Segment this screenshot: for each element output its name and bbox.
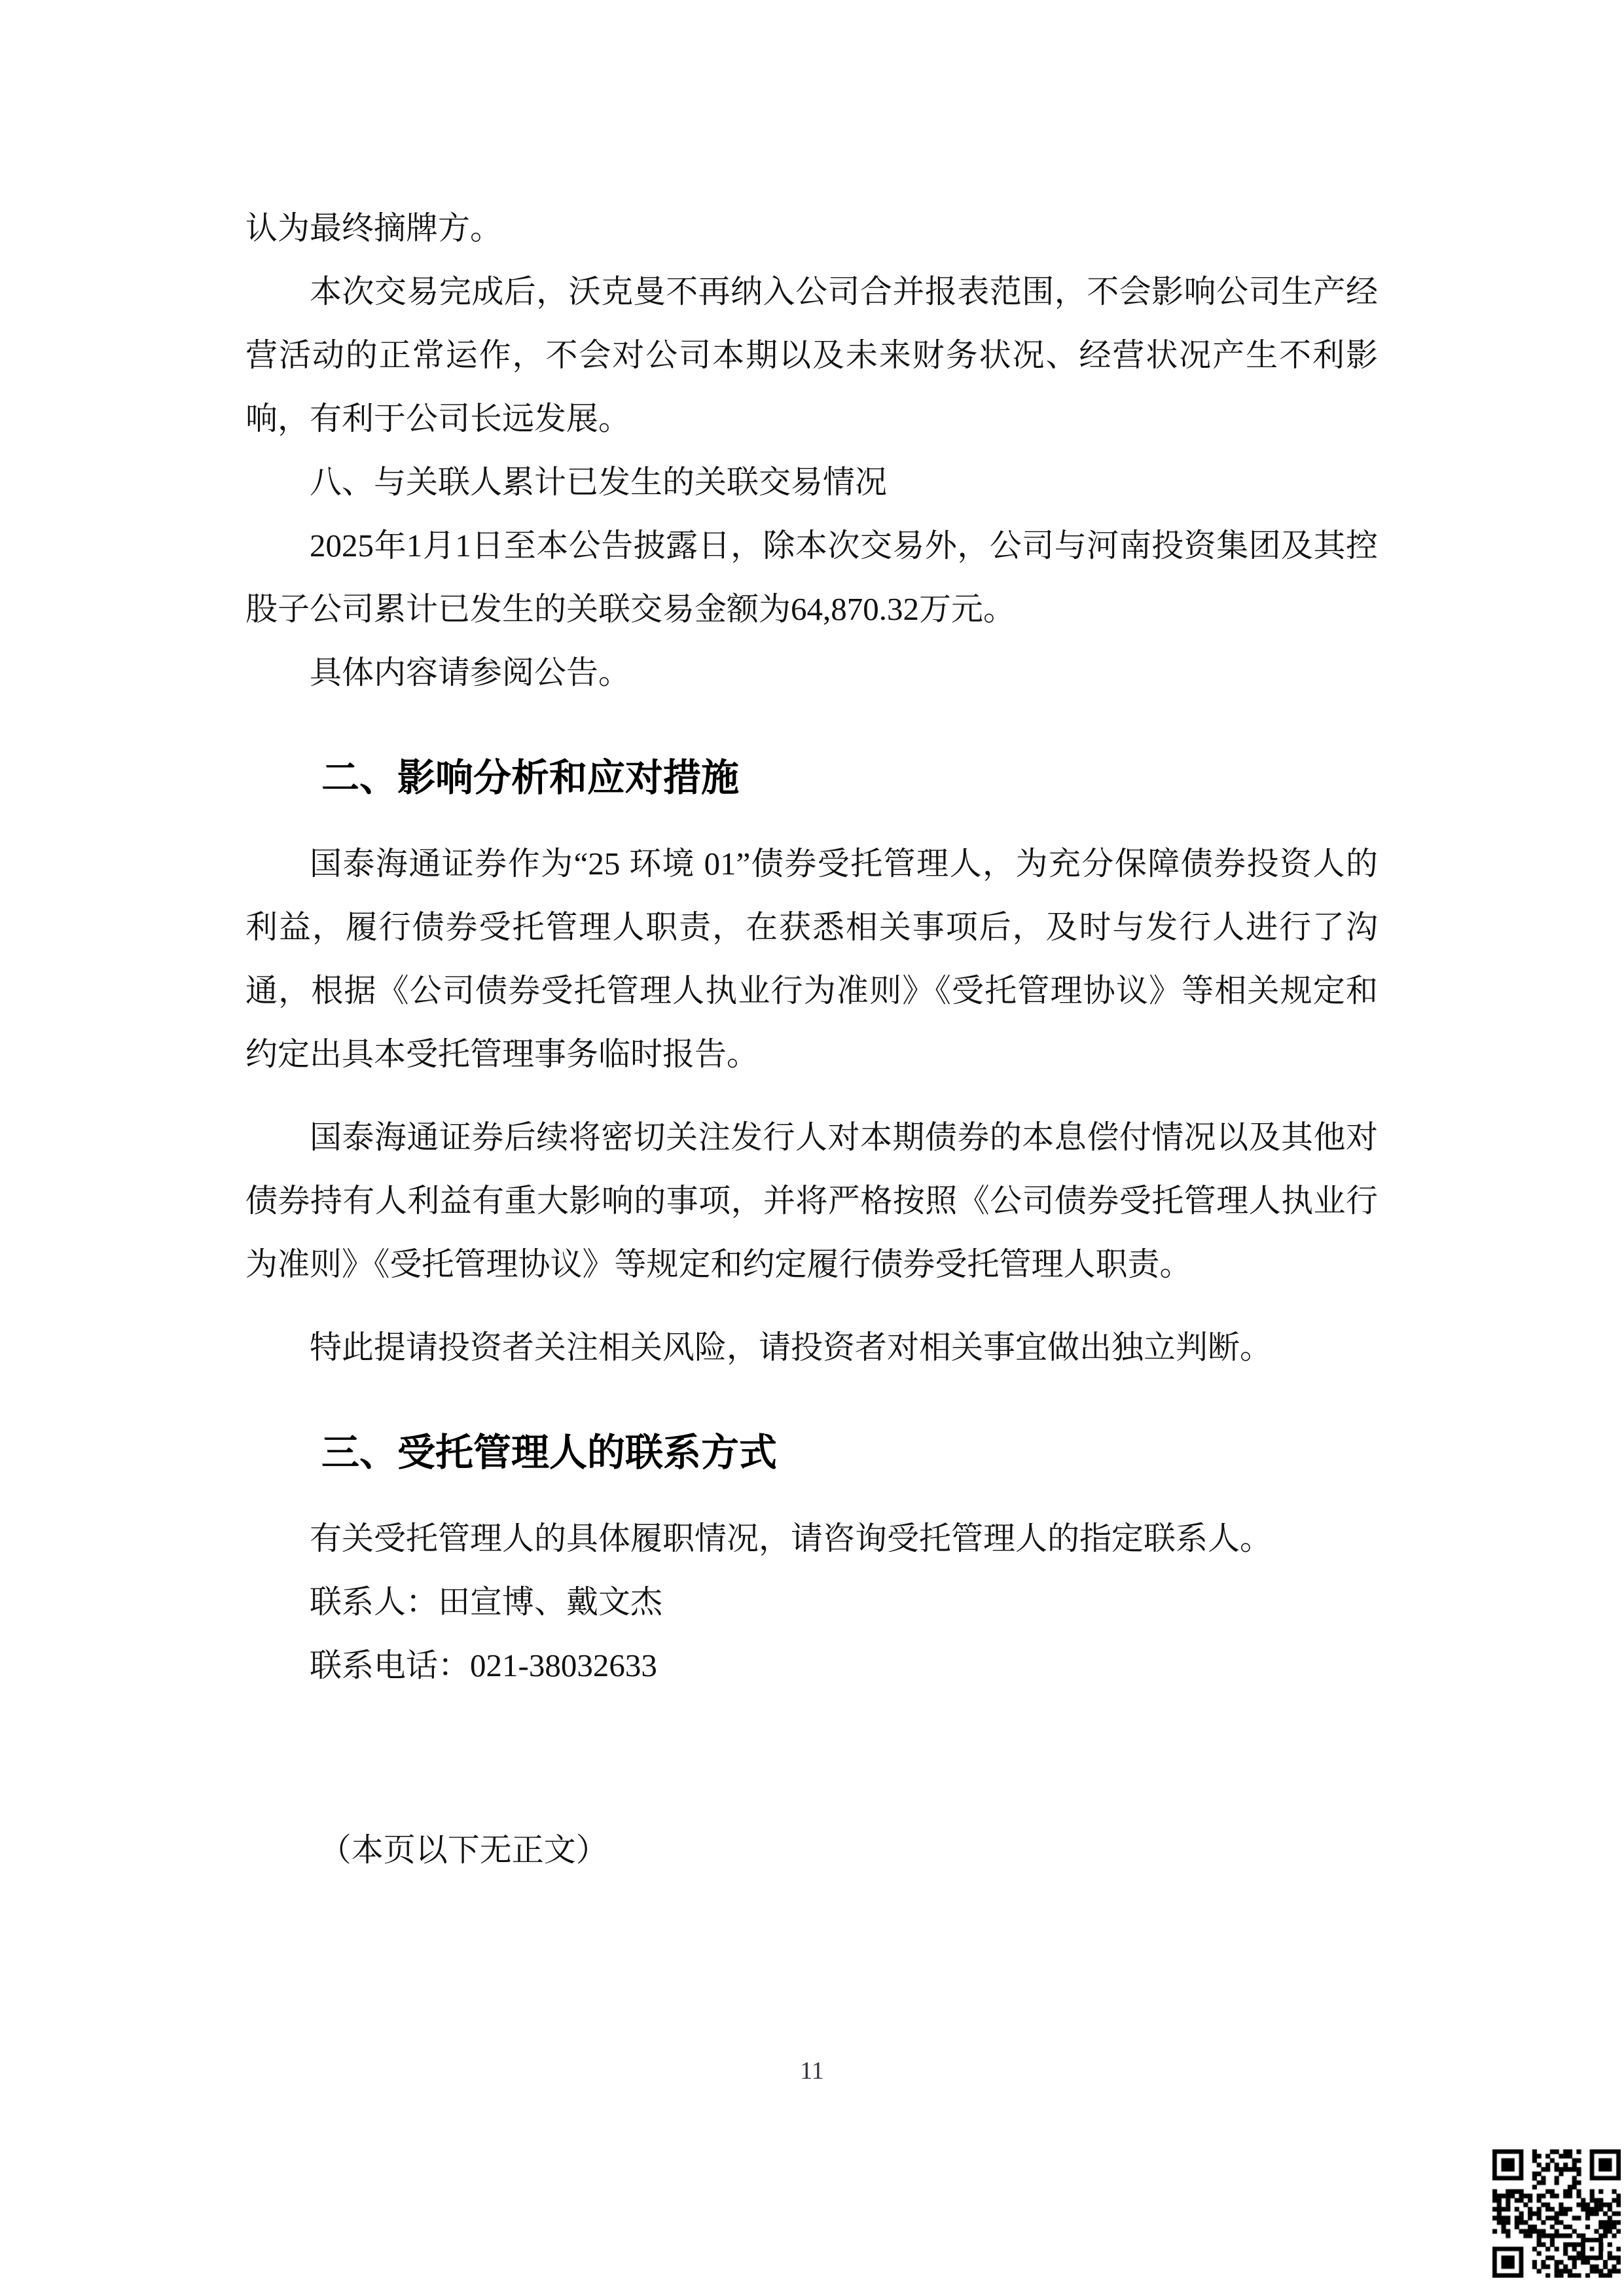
contact-phone-line: 联系电话：021-38032633 [310,1647,657,1683]
page-number: 11 [800,2057,824,2085]
qr-code [1492,2149,1621,2278]
end-of-text-note: （本页以下无正文） [319,1832,608,1868]
paragraph-trustee-followup: 国泰海通证券后续将密切关注发行人对本期债券的本息偿付情况以及其他对债券持有人利益有重大影响的事项，并将严格按照《公司债券受托管理人执业行为准则》《受托管理协议》等规定和约定履行债券受托管理人职责。 [245,1119,1378,1282]
paragraph-trustee-action: 国泰海通证券作为“25 环境 01”债券受托管理人，为充分保障债券投资人的利益，履行债券受托管理人职责，在获悉相关事项后，及时与发行人进行了沟通，根据《公司债券受托管理人执业行为准则》《受托管理协议》等相关规定和约定出具本受托管理事务临时报告。 [245,846,1378,1072]
section-heading-impact-analysis: 二、影响分析和应对措施 [321,757,740,799]
paragraph-transaction-effect: 本次交易完成后，沃克曼不再纳入公司合并报表范围，不会影响公司生产经营活动的正常运作，不会对公司本期以及未来财务状况、经营状况产生不利影响，有利于公司长远发展。 [245,274,1378,437]
paragraph-continuation: 认为最终摘牌方。 [245,210,503,246]
paragraph-contact-intro: 有关受托管理人的具体履职情况，请咨询受托管理人的指定联系人。 [310,1520,1272,1556]
paragraph-investor-risk-note: 特此提请投资者关注相关风险，请投资者对相关事宜做出独立判断。 [310,1329,1272,1365]
paragraph-item8-subheading: 八、与关联人累计已发生的关联交易情况 [310,464,888,500]
document-body [245,196,1378,1882]
contact-person-line: 联系人：田宣博、戴文杰 [310,1584,663,1620]
section-heading-trustee-contact: 三、受托管理人的联系方式 [321,1431,778,1474]
page-footer [0,2055,1624,2087]
paragraph-see-announcement: 具体内容请参阅公告。 [310,655,631,691]
paragraph-related-transactions-amount: 2025年1月1日至本公告披露日，除本次交易外，公司与河南投资集团及其控股子公司累计已发生的关联交易金额为64,870.32万元。 [245,528,1378,627]
qr-code-container [1492,2149,1621,2278]
